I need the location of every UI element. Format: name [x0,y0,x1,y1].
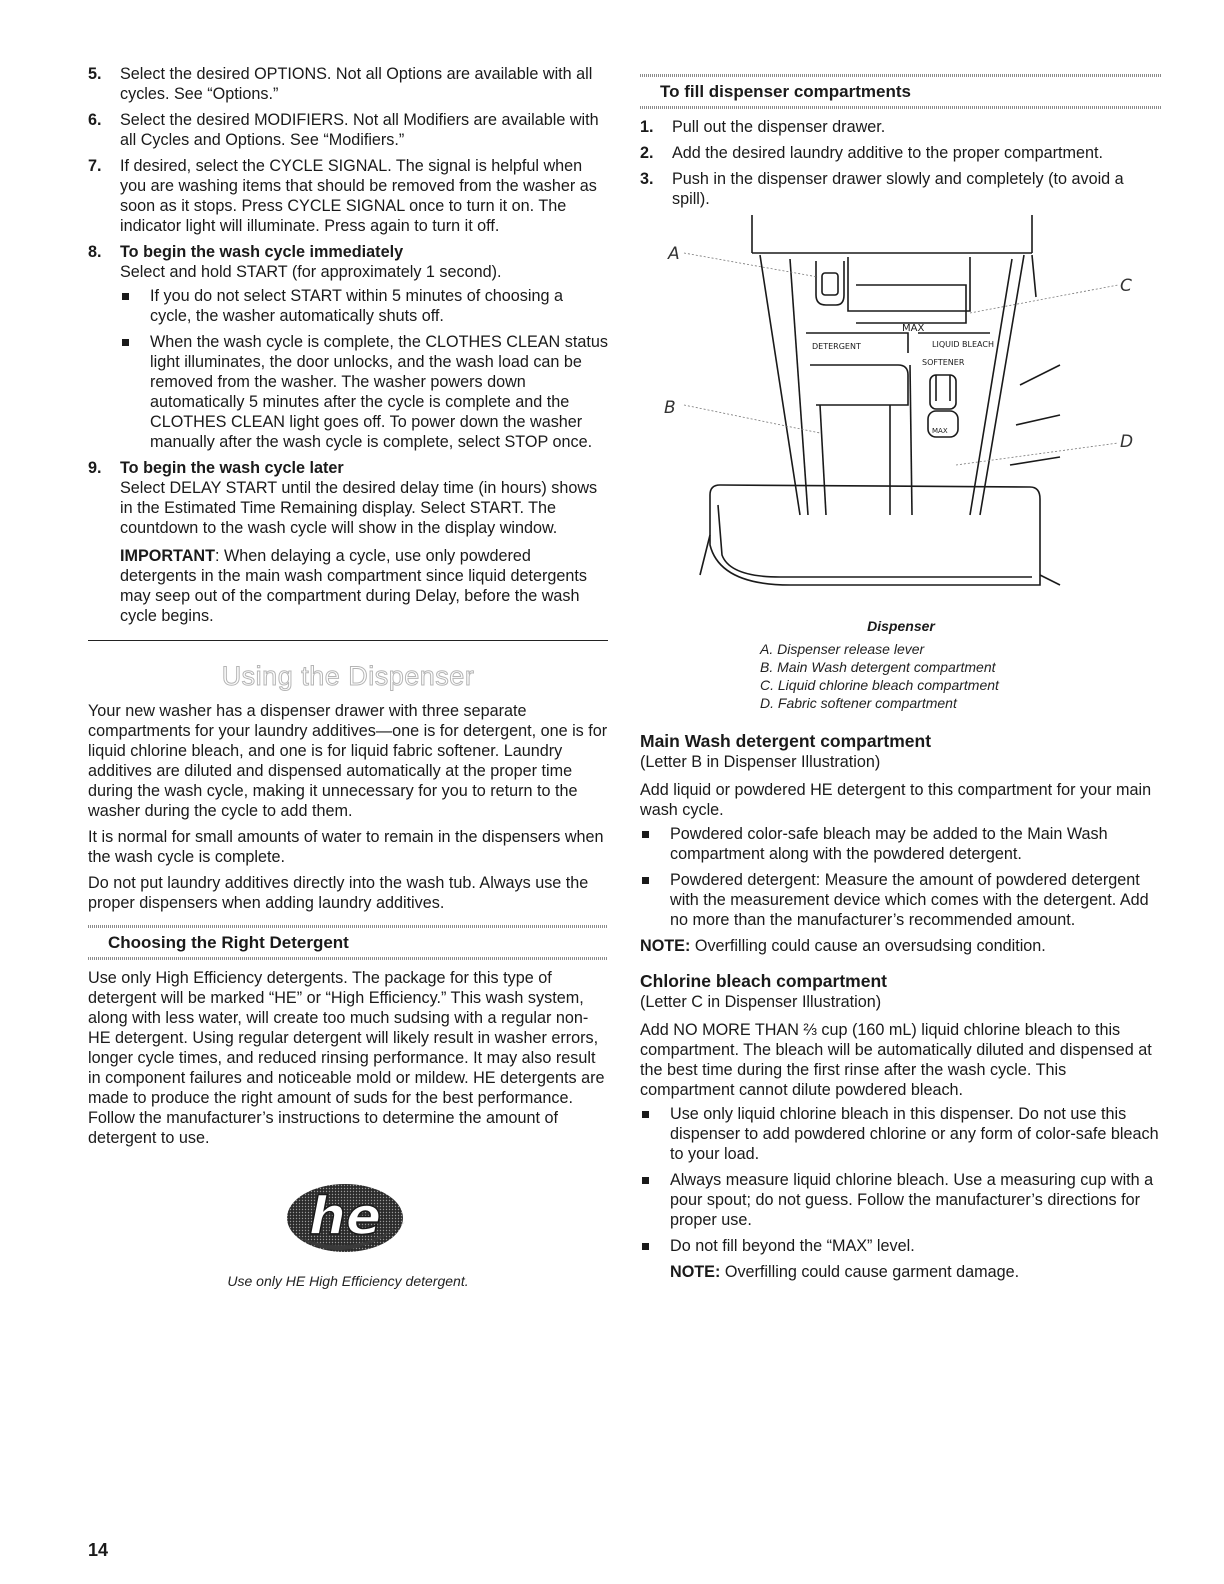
chlorine-note: NOTE: Overfilling could cause garment damage. [670,1263,1020,1281]
legend-item: B. Main Wash detergent compartment [760,659,996,675]
list-item: 2. Add the desired laundry additive to the proper compartment. [640,144,1104,162]
label-a: A [668,244,680,264]
figure-caption: Dispenser [867,618,935,634]
section-title: Using the Dispenser [221,661,475,691]
important-note: IMPORTANT: When delaying a cycle, use only powdered detergents in the main wash compartment since liquid detergents may seep out of the compartment during Delay, before the wash cycle begins. [120,547,587,625]
list-item: When the wash cycle is complete, the CLOTHES CLEAN status light illuminates, the door unlocks, and the wash load can be removed from the washer. The washer powers down automatically 5 minutes after the cycle is complete and the CLOTHES CLEAN light goes off. To power down the washer manually after the wash cycle is complete, select STOP once. [120,332,608,452]
dispenser-figure [640,215,1162,712]
step-text: Select DELAY START until the desired delay time (in hours) shows in the Estimated Time Remaining display. Select START. The countdown to the wash cycle will show in the display window. [120,479,598,537]
list-item: Use only liquid chlorine bleach in this dispenser. Do not use this dispenser to add powdered chlorine or any form of color-safe bleach to your load. [640,1104,1162,1164]
chlorine-text: Add NO MORE THAN ⅔ cup (160 mL) liquid chlorine bleach to this compartment. The bleach will be automatically diluted and dispensed at the best time during the first rinse after the wash cycle. This compartment cannot dilute powdered bleach. [640,1021,1152,1099]
hatch-divider [640,74,1162,77]
legend-item: A. Dispenser release lever [760,641,925,657]
max-label: MAX [902,323,925,334]
list-item: 1. Pull out the dispenser drawer. [640,118,886,136]
step-text: If desired, select the CYCLE SIGNAL. The signal is helpful when you are washing items that should be removed from the washer as soon as it stops. Press CYCLE SIGNAL once to turn it on. The indicator light will illuminate. Press again to turn it off. [120,157,597,235]
list-item: 6. Select the desired MODIFIERS. Not all Modifiers are available with all Cycles and Options. See “Modifiers.” [88,111,599,149]
main-wash-sub: (Letter B in Dispenser Illustration) [640,753,881,771]
fill-steps [640,117,1162,209]
label-d: D [1120,432,1134,452]
main-wash-text: Add liquid or powdered HE detergent to this compartment for your main wash cycle. [640,781,1152,819]
softener-label: SOFTENER [922,358,965,367]
detergent-paragraph: Use only High Efficiency detergents. The package for this type of detergent will be marked “HE” or “High Efficiency.” This wash system, along with less water, will create too much sudsing with a regular non-HE detergent. Using regular detergent will likely result in washer errors, longer cycle times, and reduced rinsing performance. It may also result in component failures and noticeable mold or mildew. HE detergents are made to produce the right amount of suds for the best performance. Follow the manufacturer’s instructions to determine the amount of detergent to use. [88,969,605,1147]
step-text: Select and hold START (for approximately 1 second). [120,263,502,281]
chlorine-sub: (Letter C in Dispenser Illustration) [640,993,882,1011]
page-number: 14 [88,1540,109,1560]
paragraph: Your new washer has a dispenser drawer with three separate compartments for your laundry additives—one is for detergent, one is for liquid chlorine bleach, and one is for liquid fabric softener. Laundry additives are diluted and dispensed automatically at the proper time during the wash cycle, making it unnecessary for you to return to the washer during the cycle to add them. [88,702,608,820]
dispenser-illustration [640,215,1162,605]
step-9: 9. To begin the wash cycle later Select DELAY START until the desired delay time (in hours) shows in the Estimated Time Remaining display. Select START. The countdown to the wash cycle will show in the display window. IMPORTANT: When delaying a cycle, use only powdered detergents in the main wash compartment since liquid detergents may seep out of the compartment during Delay, before the wash cycle begins. [88,458,608,626]
right-column [640,64,1162,1282]
list-item: Do not fill beyond the “MAX” level. [640,1236,1162,1256]
bullet-list [640,824,1162,930]
bullet-list [640,1104,1162,1256]
chlorine-heading: Chlorine bleach compartment [640,971,887,991]
list-item: Powdered color-safe bleach may be added to the Main Wash compartment along with the powdered detergent. [640,824,1162,864]
label-b: B [664,398,676,418]
step-title: To begin the wash cycle immediately [120,243,404,261]
he-logo [88,1178,608,1263]
step-title: To begin the wash cycle later [120,459,344,477]
he-logo-text: he [308,1187,382,1247]
step-8: 8. To begin the wash cycle immediately Select and hold START (for approximately 1 second). If you do not select START within 5 minutes of choosing a cycle, the washer automatically shuts off. When the wash cycle is complete, the CLOTHES CLEAN status light illuminates, the door unlocks, and the wash load can be removed from the washer. The washer powers down automatically 5 minutes after the cycle is complete and the CLOTHES CLEAN light goes off. To power down the washer manually after the wash cycle is complete, select STOP once. [88,243,608,451]
bullet-list [120,286,608,452]
step-text: Select the desired OPTIONS. Not all Options are available with all cycles. See “Options.” [120,65,593,103]
paragraph: Do not put laundry additives directly into the wash tub. Always use the proper dispensers when adding laundry additives. [88,874,589,912]
legend-item: C. Liquid chlorine bleach compartment [760,677,999,693]
label-c: C [1120,276,1132,296]
step-text: Select the desired MODIFIERS. Not all Modifiers are available with all Cycles and Options. See “Modifiers.” [120,111,599,149]
list-item: If you do not select START within 5 minutes of choosing a cycle, the washer automatically shuts off. [120,286,608,326]
he-logo-icon [283,1178,413,1258]
detergent-heading: Choosing the Right Detergent [108,933,349,952]
list-item: Powdered detergent: Measure the amount of powdered detergent with the measurement device which comes with the detergent. Add no more than the manufacturer’s recommended amount. [640,870,1162,930]
list-item: 5. Select the desired OPTIONS. Not all Options are available with all cycles. See “Options.” [88,65,593,103]
detergent-label: DETERGENT [812,342,861,351]
main-wash-note: NOTE: Overfilling could cause an oversudsing condition. [640,937,1046,955]
section-divider [88,640,608,641]
liquid-bleach-label: LIQUID BLEACH [932,340,994,349]
list-item: Always measure liquid chlorine bleach. Use a measuring cup with a pour spout; do not guess. Follow the manufacturer’s directions for proper use. [640,1170,1162,1230]
figure-legend [760,640,1162,712]
list-item: 7. If desired, select the CYCLE SIGNAL. The signal is helpful when you are washing items that should be removed from the washer as soon as it stops. Press CYCLE SIGNAL once to turn it on. The indicator light will illuminate. Press again to turn it off. [88,157,597,235]
hatch-divider [88,925,608,928]
he-caption: Use only HE High Efficiency detergent. [227,1273,469,1289]
list-item: 3. Push in the dispenser drawer slowly and completely (to avoid a spill). [640,170,1124,208]
paragraph: It is normal for small amounts of water to remain in the dispensers when the wash cycle is complete. [88,828,604,866]
left-column [88,64,608,1289]
svg-text:MAX: MAX [932,427,948,435]
legend-item: D. Fabric softener compartment [760,695,957,711]
fill-heading: To fill dispenser compartments [660,82,911,101]
main-wash-heading: Main Wash detergent compartment [640,731,932,751]
steps-list [88,64,608,626]
